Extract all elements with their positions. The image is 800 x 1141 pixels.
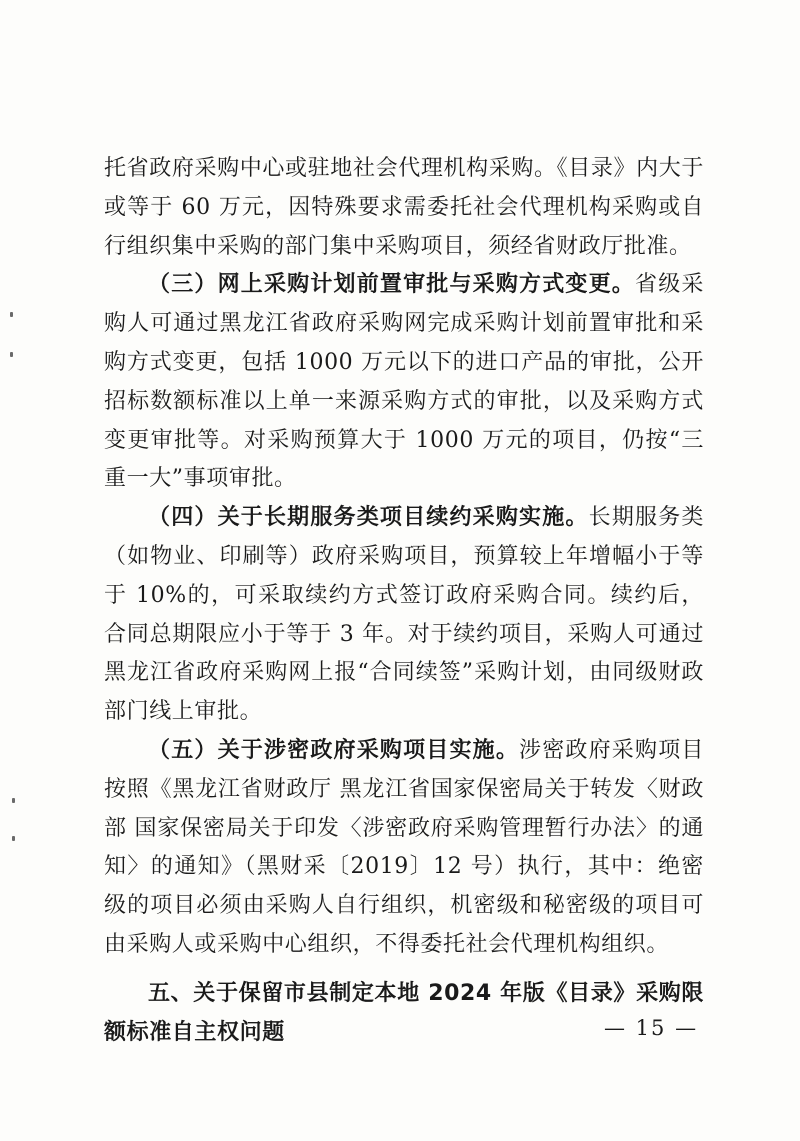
paragraph-lead: （五）关于涉密政府采购项目实施。 xyxy=(148,737,520,763)
section-heading: 五、关于保留市县制定本地 2024 年版《目录》采购限额标准自主权问题 xyxy=(104,980,704,1045)
document-body xyxy=(104,150,704,1052)
paragraph-text: 托省政府采购中心或驻地社会代理机构采购。《目录》内大于或等于 60 万元，因特殊要求需委托社会代理机构采购或自行组织集中采购的部门集中采购项目，须经省财政厅批准。 xyxy=(104,156,704,259)
scan-speck xyxy=(10,312,13,317)
scan-speck xyxy=(12,798,15,803)
scan-speck xyxy=(10,352,13,357)
paragraph-service-renewal xyxy=(104,499,704,732)
paragraph-text: 涉密政府采购项目按照《黑龙江省财政厅 黑龙江省国家保密局关于转发〈财政部 国家保密局关于印发〈涉密政府采购管理暂行办法〉的通知〉的通知》（黑财采〔2019〕12 号）执行，其中：绝密级的项目必须由采购人自行组织，机密级和秘密级的项目可由采购人或采购中心组织，不得委托社会代理机构组织。 xyxy=(104,737,704,957)
paragraph-lead: （三）网上采购计划前置审批与采购方式变更。 xyxy=(148,272,635,298)
paragraph-continuation xyxy=(104,150,704,266)
paragraph-text: 长期服务类（如物业、印刷等）政府采购项目，预算较上年增幅小于等于 10%的，可采取续约方式签订政府采购合同。续约后，合同总期限应小于等于 3 年。对于续约项目，采购人可通过黑龙江省政府采购网上报“合同续签”采购计划，由同级财政部门线上审批。 xyxy=(104,505,704,725)
paragraph-lead: （四）关于长期服务类项目续约采购实施。 xyxy=(148,505,589,531)
paragraph-online-approval xyxy=(104,266,704,499)
paragraph-classified-procurement xyxy=(104,732,704,965)
scan-speck xyxy=(12,836,15,841)
page-number: — 15 — xyxy=(604,1016,699,1040)
paragraph-text: 省级采购人可通过黑龙江省政府采购网完成采购计划前置审批和采购方式变更，包括 1000 万元以下的进口产品的审批，公开招标数额标准以上单一来源采购方式的审批，以及采购方式变更审批等。对采购预算大于 1000 万元的项目，仍按“三重一大”事项审批。 xyxy=(104,272,704,492)
